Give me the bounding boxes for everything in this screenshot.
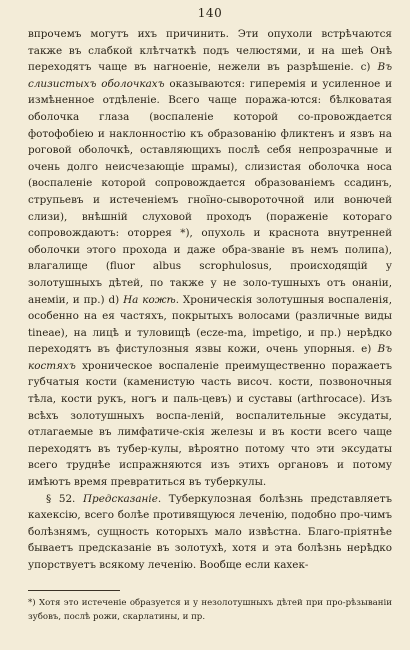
italic-heading-skin: На кожѣ [123,293,176,306]
italic-heading-mucous-membranes: Въ слизистыхъ оболочкахъ [28,61,392,90]
paragraph-text: хроническое воспаленіе преимущественно поражаетъ губчатыя кости (каменистую часть височ. кости, позвоночныя тѣла, кости рукъ, ногъ и паль-цевъ) и суставы (arthrocace). Изъ всѣхъ золотушныхъ воспа-леній, воспалительные эксудаты, отлагаемые въ лимфатиче-скія железы и въ кости всего чаще переходятъ въ тубер-кулы, вѣроятно потому что эти эксудаты всего труднѣе испражняются изъ этихъ органовъ и потому имѣютъ время превратиться въ туберкулы. [28,359,392,489]
footnote: *) Хотя это истеченіе образуется и у незолотушныхъ дѣтей при про-рѣзываніи зубовъ, послѣ рожи, скарлатины, и пр. [28,598,392,622]
paragraph-scrofula-localizations [28,26,392,491]
section-number: § 52. [46,492,83,505]
paragraph-text: впрочемъ могутъ ихъ причинить. Эти опухоли встрѣчаются также въ слабкой клѣтчаткѣ подъ челюстями, и на шеѣ Онѣ переходятъ чаще въ нагноеніе, нежели въ разрѣшеніе. c) [28,28,392,74]
footnote-divider [28,590,120,591]
paragraph-text: . Хроническія золотушныя воспаленія, особенно на ея частяхъ, покрытыхъ волосами (различные виды tineae), на лицѣ и туловищѣ (ecze-ma, impetigo, и пр.) нерѣдко переходятъ въ фистулозныя язвы кожи, очень упорныя. e) [28,293,393,356]
italic-heading-prognosis: Предсказаніе [83,492,158,505]
paragraph-text: . Туберкулозная болѣзнь представляетъ кахексію, всего болѣе противящуюся леченію, подобно про-чимъ болѣзнямъ, сущность которыхъ мало извѣстна. Благо-пріятнѣе бываетъ предсказаніе въ золотухѣ, хотя и эта болѣзнь нерѣдко упорствуетъ всякому леченію. Вообще если кахек- [28,492,392,571]
italic-heading-bones: Въ костяхъ [28,343,392,372]
paragraph-prognosis [28,491,392,574]
paragraph-text: оказываются: гиперемія и усиленное и измѣненное отдѣленіе. Всего чаще поража-ются: бѣлковатая оболочка глаза (воспаленіе которой со-провождается фотофобіею и наклонностію къ образованію фликтенъ и язвъ на роговой оболочкѣ, оставляющихъ послѣ себя непрозрачные и очень долго неисчезающіе шрамы), слизистая оболочка носа (воспаленіе которой сопровождается образованіемъ ссадинъ, струпьевъ и истеченіемъ гноїно-сывороточной или вонючей слизи), внѣшній слуховой проходъ (пораженіе котораго сопровождаютъ: оторрея *), опухоль и краснота внутренней оболочки этого прохода и даже обра-званіе въ немъ полипа), влагалище (fluor albus scrophulosus, происходящій у золотушныхъ дѣтей, по также у не золо-тушныхъ отъ онаніи, анеміи, и пр.) d) [28,77,392,306]
page-body [28,26,392,574]
page-number: 140 [197,6,223,20]
